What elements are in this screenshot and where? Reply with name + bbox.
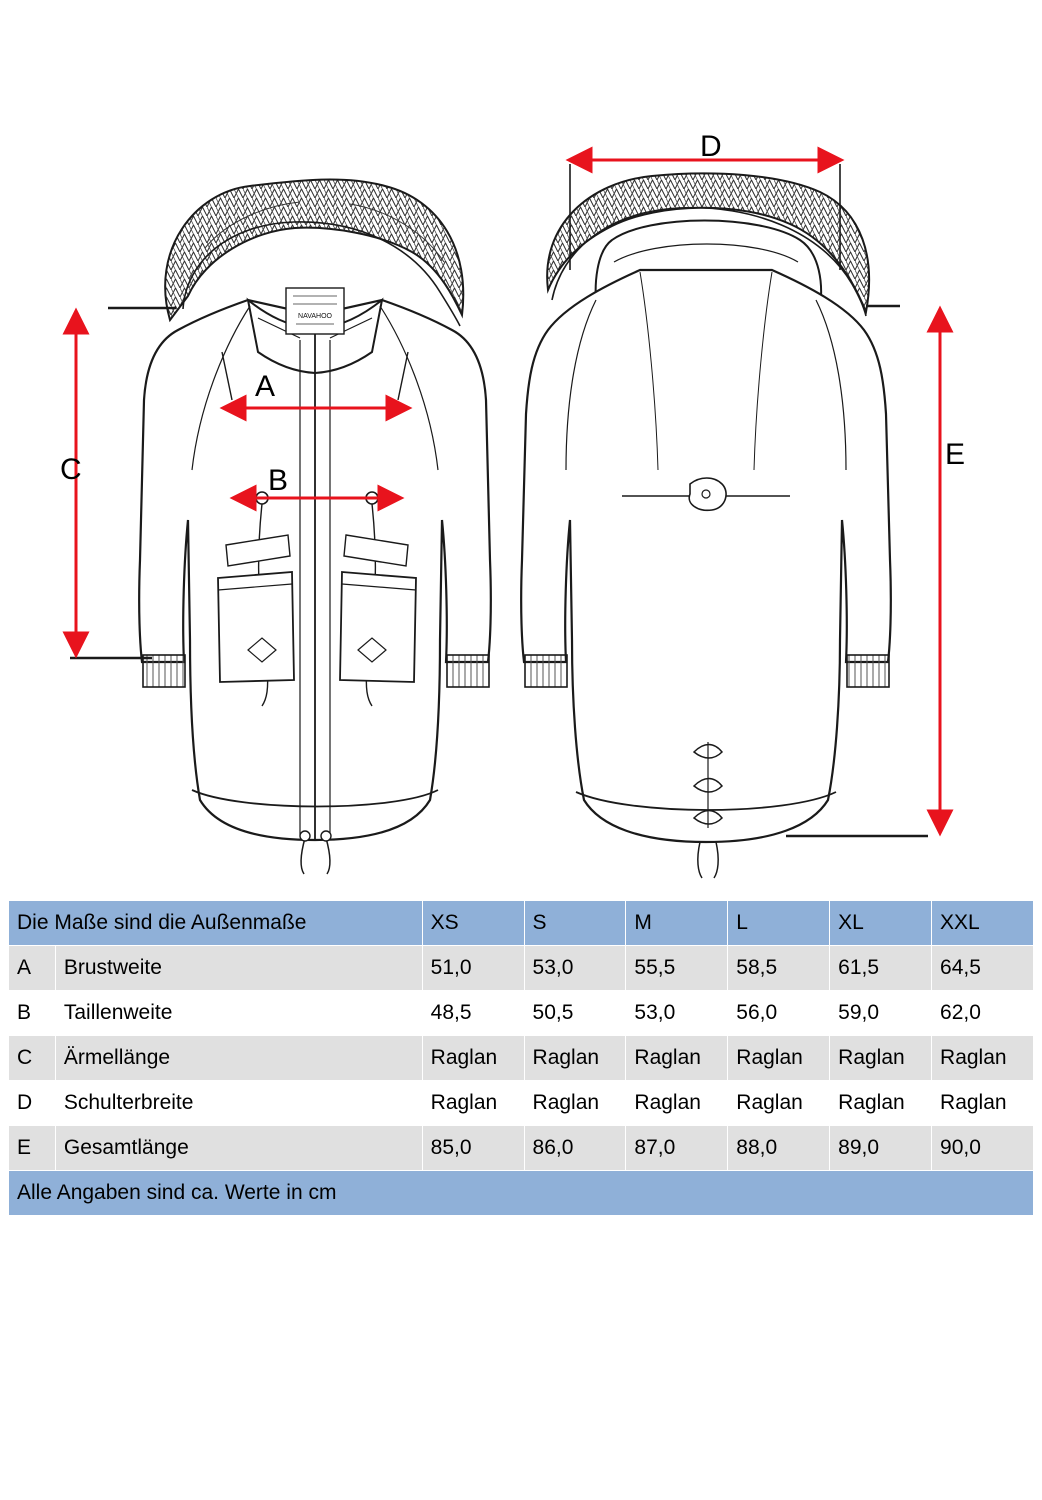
row-c-xxl: Raglan [932, 1036, 1034, 1081]
brand-patch-front [286, 288, 344, 334]
hem-cord-back [698, 842, 718, 878]
size-header-s: S [524, 901, 626, 946]
row-name-e: Gesamtlänge [55, 1126, 422, 1171]
row-b-s: 50,5 [524, 991, 626, 1036]
row-c-xl: Raglan [830, 1036, 932, 1081]
back-hem-lacing [694, 742, 722, 828]
back-view-coat [521, 173, 891, 878]
row-e-s: 86,0 [524, 1126, 626, 1171]
size-header-l: L [728, 901, 830, 946]
row-d-s: Raglan [524, 1081, 626, 1126]
dimension-label-c: C [60, 453, 82, 486]
front-view-coat [139, 179, 491, 874]
row-c-l: Raglan [728, 1036, 830, 1081]
row-d-xs: Raglan [422, 1081, 524, 1126]
row-e-xxl: 90,0 [932, 1126, 1034, 1171]
size-header-xxl: XXL [932, 901, 1034, 946]
svg-text:NAVAHOO: NAVAHOO [298, 313, 332, 320]
row-c-s: Raglan [524, 1036, 626, 1081]
row-d-xl: Raglan [830, 1081, 932, 1126]
row-d-xxl: Raglan [932, 1081, 1034, 1126]
size-header-m: M [626, 901, 728, 946]
row-a-xl: 61,5 [830, 946, 932, 991]
table-row [9, 991, 1034, 1036]
table-header-row [9, 901, 1034, 946]
dimension-label-e: E [945, 438, 966, 471]
table-footer-row [9, 1171, 1034, 1216]
size-header-xl: XL [830, 901, 932, 946]
table-row [9, 1081, 1034, 1126]
row-a-xs: 51,0 [422, 946, 524, 991]
table-title: Die Maße sind die Außenmaße [9, 901, 423, 946]
row-c-m: Raglan [626, 1036, 728, 1081]
row-b-m: 53,0 [626, 991, 728, 1036]
row-key-c: C [9, 1036, 56, 1081]
row-a-m: 55,5 [626, 946, 728, 991]
row-name-b: Taillenweite [55, 991, 422, 1036]
row-d-m: Raglan [626, 1081, 728, 1126]
row-b-xxl: 62,0 [932, 991, 1034, 1036]
row-name-d: Schulterbreite [55, 1081, 422, 1126]
row-b-xs: 48,5 [422, 991, 524, 1036]
row-a-s: 53,0 [524, 946, 626, 991]
dimension-label-d: D [700, 130, 722, 163]
row-e-xs: 85,0 [422, 1126, 524, 1171]
row-c-xs: Raglan [422, 1036, 524, 1081]
table-row [9, 1126, 1034, 1171]
row-name-c: Ärmellänge [55, 1036, 422, 1081]
row-a-l: 58,5 [728, 946, 830, 991]
size-chart-table [8, 900, 1034, 1216]
row-e-m: 87,0 [626, 1126, 728, 1171]
row-key-d: D [9, 1081, 56, 1126]
row-e-xl: 89,0 [830, 1126, 932, 1171]
dimension-label-a: A [255, 370, 276, 403]
table-row [9, 946, 1034, 991]
row-key-e: E [9, 1126, 56, 1171]
row-e-l: 88,0 [728, 1126, 830, 1171]
row-a-xxl: 64,5 [932, 946, 1034, 991]
row-d-l: Raglan [728, 1081, 830, 1126]
table-row [9, 1036, 1034, 1081]
row-b-l: 56,0 [728, 991, 830, 1036]
row-key-b: B [9, 991, 56, 1036]
row-name-a: Brustweite [55, 946, 422, 991]
dimension-label-b: B [268, 464, 289, 497]
table-footnote: Alle Angaben sind ca. Werte in cm [9, 1171, 1034, 1216]
row-b-xl: 59,0 [830, 991, 932, 1036]
size-header-xs: XS [422, 901, 524, 946]
row-key-a: A [9, 946, 56, 991]
